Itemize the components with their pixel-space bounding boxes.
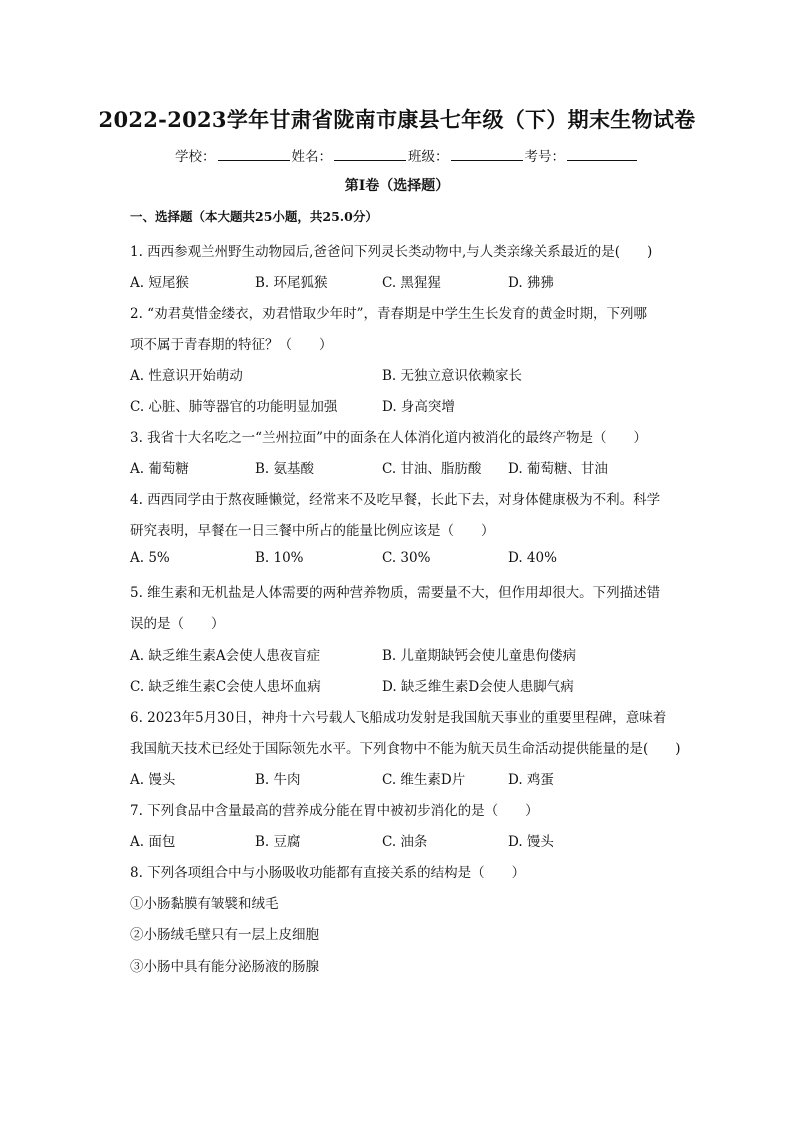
q7-option-b: B. 豆腐	[255, 834, 301, 850]
section-title: 第Ⅰ卷（选择题）	[344, 178, 450, 194]
q5-option-b: B. 儿童期缺钙会使儿童患佝偻病	[382, 648, 577, 664]
q3-option-b: B. 氨基酸	[255, 461, 315, 477]
q1-option-d: D. 狒狒	[508, 275, 554, 291]
q4-option-a: A. 5%	[130, 550, 170, 566]
name-blank[interactable]	[334, 148, 406, 161]
class-blank[interactable]	[451, 148, 523, 161]
q7-option-d: D. 馒头	[508, 834, 554, 850]
page-title: 2022-2023学年甘肃省陇南市康县七年级（下）期末生物试卷	[98, 107, 696, 132]
q7-option-c: C. 油条	[382, 834, 428, 850]
name-label: 姓名：	[291, 149, 332, 165]
q1-option-a: A. 短尾猴	[130, 275, 189, 291]
q5-option-c: C. 缺乏维生素C会使人患坏血病	[130, 679, 321, 695]
question-8-item-3: ③小肠中具有能分泌肠液的肠腺	[130, 959, 319, 975]
q7-option-a: A. 面包	[130, 834, 176, 850]
q2-option-b: B. 无独立意识依赖家长	[382, 368, 523, 384]
q1-option-b: B. 环尾狐猴	[255, 275, 328, 291]
exam-no-blank[interactable]	[567, 148, 637, 161]
question-3-line-1: 3. 我省十大名吃之一“兰州拉面”中的面条在人体消化道内被消化的最终产物是（ ）	[130, 430, 647, 446]
q2-option-d: D. 身高突增	[382, 399, 455, 415]
question-7-line-1: 7. 下列食品中含量最高的营养成分能在胃中被初步消化的是（ ）	[130, 803, 539, 819]
q3-option-a: A. 葡萄糖	[130, 461, 189, 477]
question-3-options	[130, 457, 690, 477]
question-1-options	[130, 271, 690, 291]
q1-option-c: C. 黑猩猩	[382, 275, 441, 291]
question-5-options-row-1	[130, 644, 690, 664]
q3-option-c: C. 甘油、脂肪酸	[382, 461, 482, 477]
question-8-item-2: ②小肠绒毛壁只有一层上皮细胞	[130, 927, 319, 943]
question-4-line-1: 4. 西西同学由于熬夜睡懒觉，经常来不及吃早餐，长此下去，对身体健康极为不利。科学	[130, 492, 661, 508]
q4-option-c: C. 30%	[382, 550, 431, 566]
question-5-line-1: 5. 维生素和无机盐是人体需要的两种营养物质，需要量不大，但作用却很大。下列描述错	[130, 585, 661, 601]
q6-option-a: A. 馒头	[130, 772, 176, 788]
question-6-options	[130, 768, 690, 788]
exam-no-label: 考号：	[524, 149, 565, 165]
q4-option-d: D. 40%	[508, 550, 557, 566]
question-4-line-2: 研究表明，早餐在一日三餐中所占的能量比例应该是（ ）	[130, 523, 495, 539]
q4-option-b: B. 10%	[255, 550, 304, 566]
school-label: 学校：	[175, 149, 216, 165]
question-2-line-2: 项不属于青春期的特征？（ ）	[130, 337, 333, 353]
question-8-line-1: 8. 下列各项组合中与小肠吸收功能都有直接关系的结构是（ ）	[130, 865, 526, 881]
school-blank[interactable]	[218, 148, 290, 161]
question-8-item-1: ①小肠黏膜有皱襞和绒毛	[130, 896, 279, 912]
q3-option-d: D. 葡萄糖、甘油	[508, 461, 608, 477]
q2-option-a: A. 性意识开始萌动	[130, 368, 243, 384]
q6-option-c: C. 维生素D片	[382, 772, 466, 788]
class-label: 班级：	[408, 149, 449, 165]
question-2-options-row-1	[130, 364, 690, 384]
question-1-line-1: 1. 西西参观兰州野生动物园后,爸爸问下列灵长类动物中,与人类亲缘关系最近的是( )	[130, 244, 653, 260]
question-5-options-row-2	[130, 675, 690, 695]
question-6-line-2: 我国航天技术已经处于国际领先水平。下列食物中不能为航天员生命活动提供能量的是( )	[130, 741, 681, 757]
student-info-row	[175, 145, 639, 165]
q6-option-d: D. 鸡蛋	[508, 772, 554, 788]
part-heading: 一、选择题（本大题共25小题，共25.0分）	[130, 209, 378, 224]
q2-option-c: C. 心脏、肺等器官的功能明显加强	[130, 399, 338, 415]
question-5-line-2: 误的是（ ）	[130, 616, 225, 632]
q6-option-b: B. 牛肉	[255, 772, 301, 788]
question-6-line-1: 6. 2023年5月30日，神舟十六号载人飞船成功发射是我国航天事业的重要里程碑，意味着	[130, 710, 667, 726]
q5-option-d: D. 缺乏维生素D会使人患脚气病	[382, 679, 574, 695]
question-2-line-1: 2. “劝君莫惜金缕衣，劝君惜取少年时”，青春期是中学生生长发育的黄金时期，下列哪	[130, 306, 647, 322]
question-2-options-row-2	[130, 395, 690, 415]
question-7-options	[130, 830, 690, 850]
q5-option-a: A. 缺乏维生素A会使人患夜盲症	[130, 648, 321, 664]
question-4-options	[130, 550, 690, 570]
